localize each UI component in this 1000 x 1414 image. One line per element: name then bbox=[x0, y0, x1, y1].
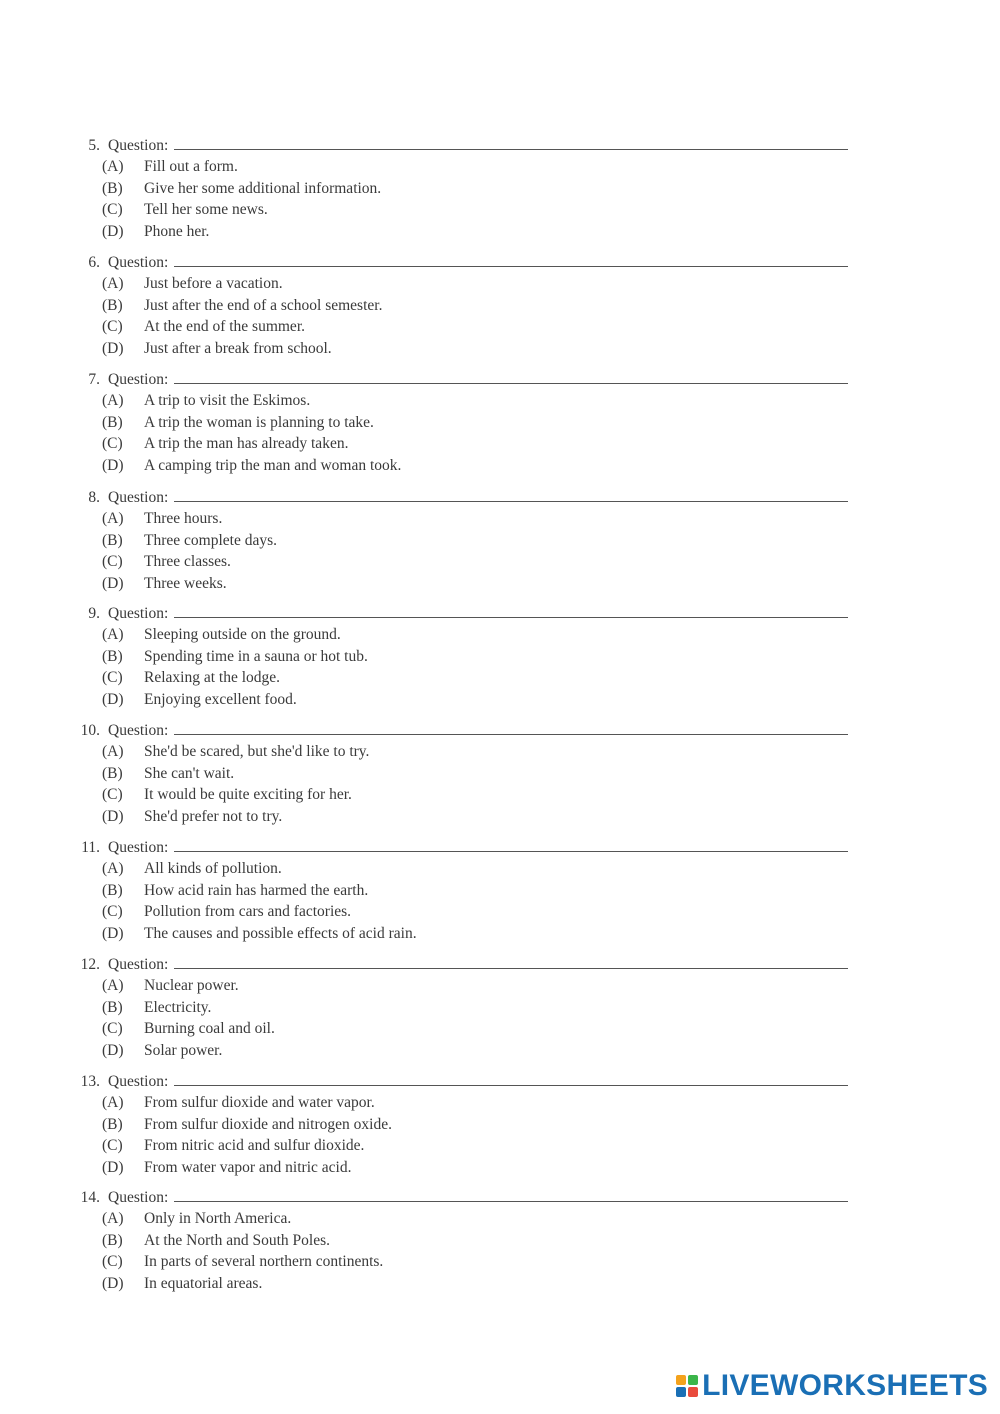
option-c[interactable]: (C) It would be quite exciting for her. bbox=[102, 786, 352, 803]
option-a[interactable]: (A) From sulfur dioxide and water vapor. bbox=[102, 1094, 375, 1111]
logo-square-blue bbox=[676, 1387, 686, 1397]
option-b[interactable]: (B) At the North and South Poles. bbox=[102, 1231, 330, 1249]
question-block bbox=[68, 134, 848, 242]
answer-line[interactable] bbox=[174, 501, 848, 502]
question-label: Question: bbox=[108, 370, 169, 388]
option-a[interactable]: (A) She'd be scared, but she'd like to try. bbox=[102, 743, 370, 760]
question-label: Question: bbox=[108, 1072, 169, 1090]
question-label: Question: bbox=[108, 838, 169, 856]
answer-line[interactable] bbox=[174, 266, 848, 267]
question-block bbox=[68, 486, 848, 594]
option-d[interactable]: (D) Solar power. bbox=[102, 1041, 223, 1059]
option-b[interactable]: (B) Spending time in a sauna or hot tub. bbox=[102, 647, 368, 665]
question-number: 6. bbox=[88, 253, 100, 271]
option-d[interactable]: (D) Three weeks. bbox=[102, 574, 227, 592]
option-d[interactable]: (D) Just after a break from school. bbox=[102, 339, 332, 357]
option-a[interactable]: (A) Sleeping outside on the ground. bbox=[102, 626, 341, 643]
option-c[interactable]: (C) Relaxing at the lodge. bbox=[102, 669, 281, 686]
question-number: 13. bbox=[80, 1072, 100, 1090]
question-block bbox=[68, 953, 848, 1061]
option-b[interactable]: (B) From sulfur dioxide and nitrogen oxide. bbox=[102, 1115, 392, 1133]
option-b[interactable]: (B) Three complete days. bbox=[102, 531, 277, 549]
option-c[interactable]: (C) A trip the man has already taken. bbox=[102, 435, 349, 452]
answer-line[interactable] bbox=[174, 617, 848, 618]
answer-line[interactable] bbox=[174, 1201, 848, 1202]
option-d[interactable]: (D) She'd prefer not to try. bbox=[102, 807, 283, 825]
question-number: 9. bbox=[88, 604, 100, 622]
option-a[interactable]: (A) Three hours. bbox=[102, 510, 223, 527]
question-label: Question: bbox=[108, 136, 169, 154]
question-number: 10. bbox=[80, 721, 100, 739]
answer-line[interactable] bbox=[174, 149, 848, 150]
answer-line[interactable] bbox=[174, 1085, 848, 1086]
option-a[interactable]: (A) All kinds of pollution. bbox=[102, 860, 282, 877]
question-number: 11. bbox=[81, 838, 100, 856]
answer-line[interactable] bbox=[174, 383, 848, 384]
logo-square-orange bbox=[676, 1375, 686, 1385]
answer-line[interactable] bbox=[174, 968, 848, 969]
question-label: Question: bbox=[108, 253, 169, 271]
option-d[interactable]: (D) The causes and possible effects of acid rain. bbox=[102, 924, 417, 942]
option-b[interactable]: (B) She can't wait. bbox=[102, 764, 235, 782]
logo-icon bbox=[676, 1375, 698, 1397]
option-d[interactable]: (D) In equatorial areas. bbox=[102, 1274, 263, 1292]
question-block bbox=[68, 602, 848, 710]
question-label: Question: bbox=[108, 1188, 169, 1206]
option-b[interactable]: (B) Just after the end of a school semester. bbox=[102, 296, 383, 314]
answer-line[interactable] bbox=[174, 734, 848, 735]
question-number: 8. bbox=[88, 488, 100, 506]
option-d[interactable]: (D) A camping trip the man and woman took. bbox=[102, 456, 402, 474]
logo-square-red bbox=[688, 1387, 698, 1397]
answer-line[interactable] bbox=[174, 851, 848, 852]
option-c[interactable]: (C) Tell her some news. bbox=[102, 201, 268, 218]
logo-square-green bbox=[688, 1375, 698, 1385]
option-a[interactable]: (A) A trip to visit the Eskimos. bbox=[102, 392, 311, 409]
option-d[interactable]: (D) Phone her. bbox=[102, 222, 210, 240]
liveworksheets-logo bbox=[676, 1370, 988, 1402]
question-block bbox=[68, 251, 848, 359]
option-a[interactable]: (A) Only in North America. bbox=[102, 1210, 292, 1227]
option-b[interactable]: (B) A trip the woman is planning to take. bbox=[102, 413, 374, 431]
option-c[interactable]: (C) At the end of the summer. bbox=[102, 318, 305, 335]
question-block bbox=[68, 836, 848, 944]
question-label: Question: bbox=[108, 721, 169, 739]
option-d[interactable]: (D) From water vapor and nitric acid. bbox=[102, 1158, 352, 1176]
question-block bbox=[68, 719, 848, 827]
option-a[interactable]: (A) Fill out a form. bbox=[102, 158, 238, 175]
option-b[interactable]: (B) Give her some additional information. bbox=[102, 179, 382, 197]
question-block bbox=[68, 368, 848, 476]
option-c[interactable]: (C) In parts of several northern continents. bbox=[102, 1253, 384, 1270]
option-b[interactable]: (B) Electricity. bbox=[102, 998, 212, 1016]
question-number: 7. bbox=[88, 370, 100, 388]
option-c[interactable]: (C) Three classes. bbox=[102, 553, 231, 570]
question-number: 5. bbox=[88, 136, 100, 154]
question-label: Question: bbox=[108, 955, 169, 973]
question-block bbox=[68, 1070, 848, 1178]
option-d[interactable]: (D) Enjoying excellent food. bbox=[102, 690, 297, 708]
question-block bbox=[68, 1186, 848, 1294]
option-c[interactable]: (C) Pollution from cars and factories. bbox=[102, 903, 352, 920]
option-b[interactable]: (B) How acid rain has harmed the earth. bbox=[102, 881, 369, 899]
question-number: 14. bbox=[80, 1188, 100, 1206]
option-c[interactable]: (C) Burning coal and oil. bbox=[102, 1020, 275, 1037]
option-c[interactable]: (C) From nitric acid and sulfur dioxide. bbox=[102, 1137, 365, 1154]
question-label: Question: bbox=[108, 604, 169, 622]
question-label: Question: bbox=[108, 488, 169, 506]
question-number: 12. bbox=[80, 955, 100, 973]
option-a[interactable]: (A) Nuclear power. bbox=[102, 977, 239, 994]
brand-name: LIVEWORKSHEETS bbox=[702, 1369, 988, 1402]
option-a[interactable]: (A) Just before a vacation. bbox=[102, 275, 283, 292]
